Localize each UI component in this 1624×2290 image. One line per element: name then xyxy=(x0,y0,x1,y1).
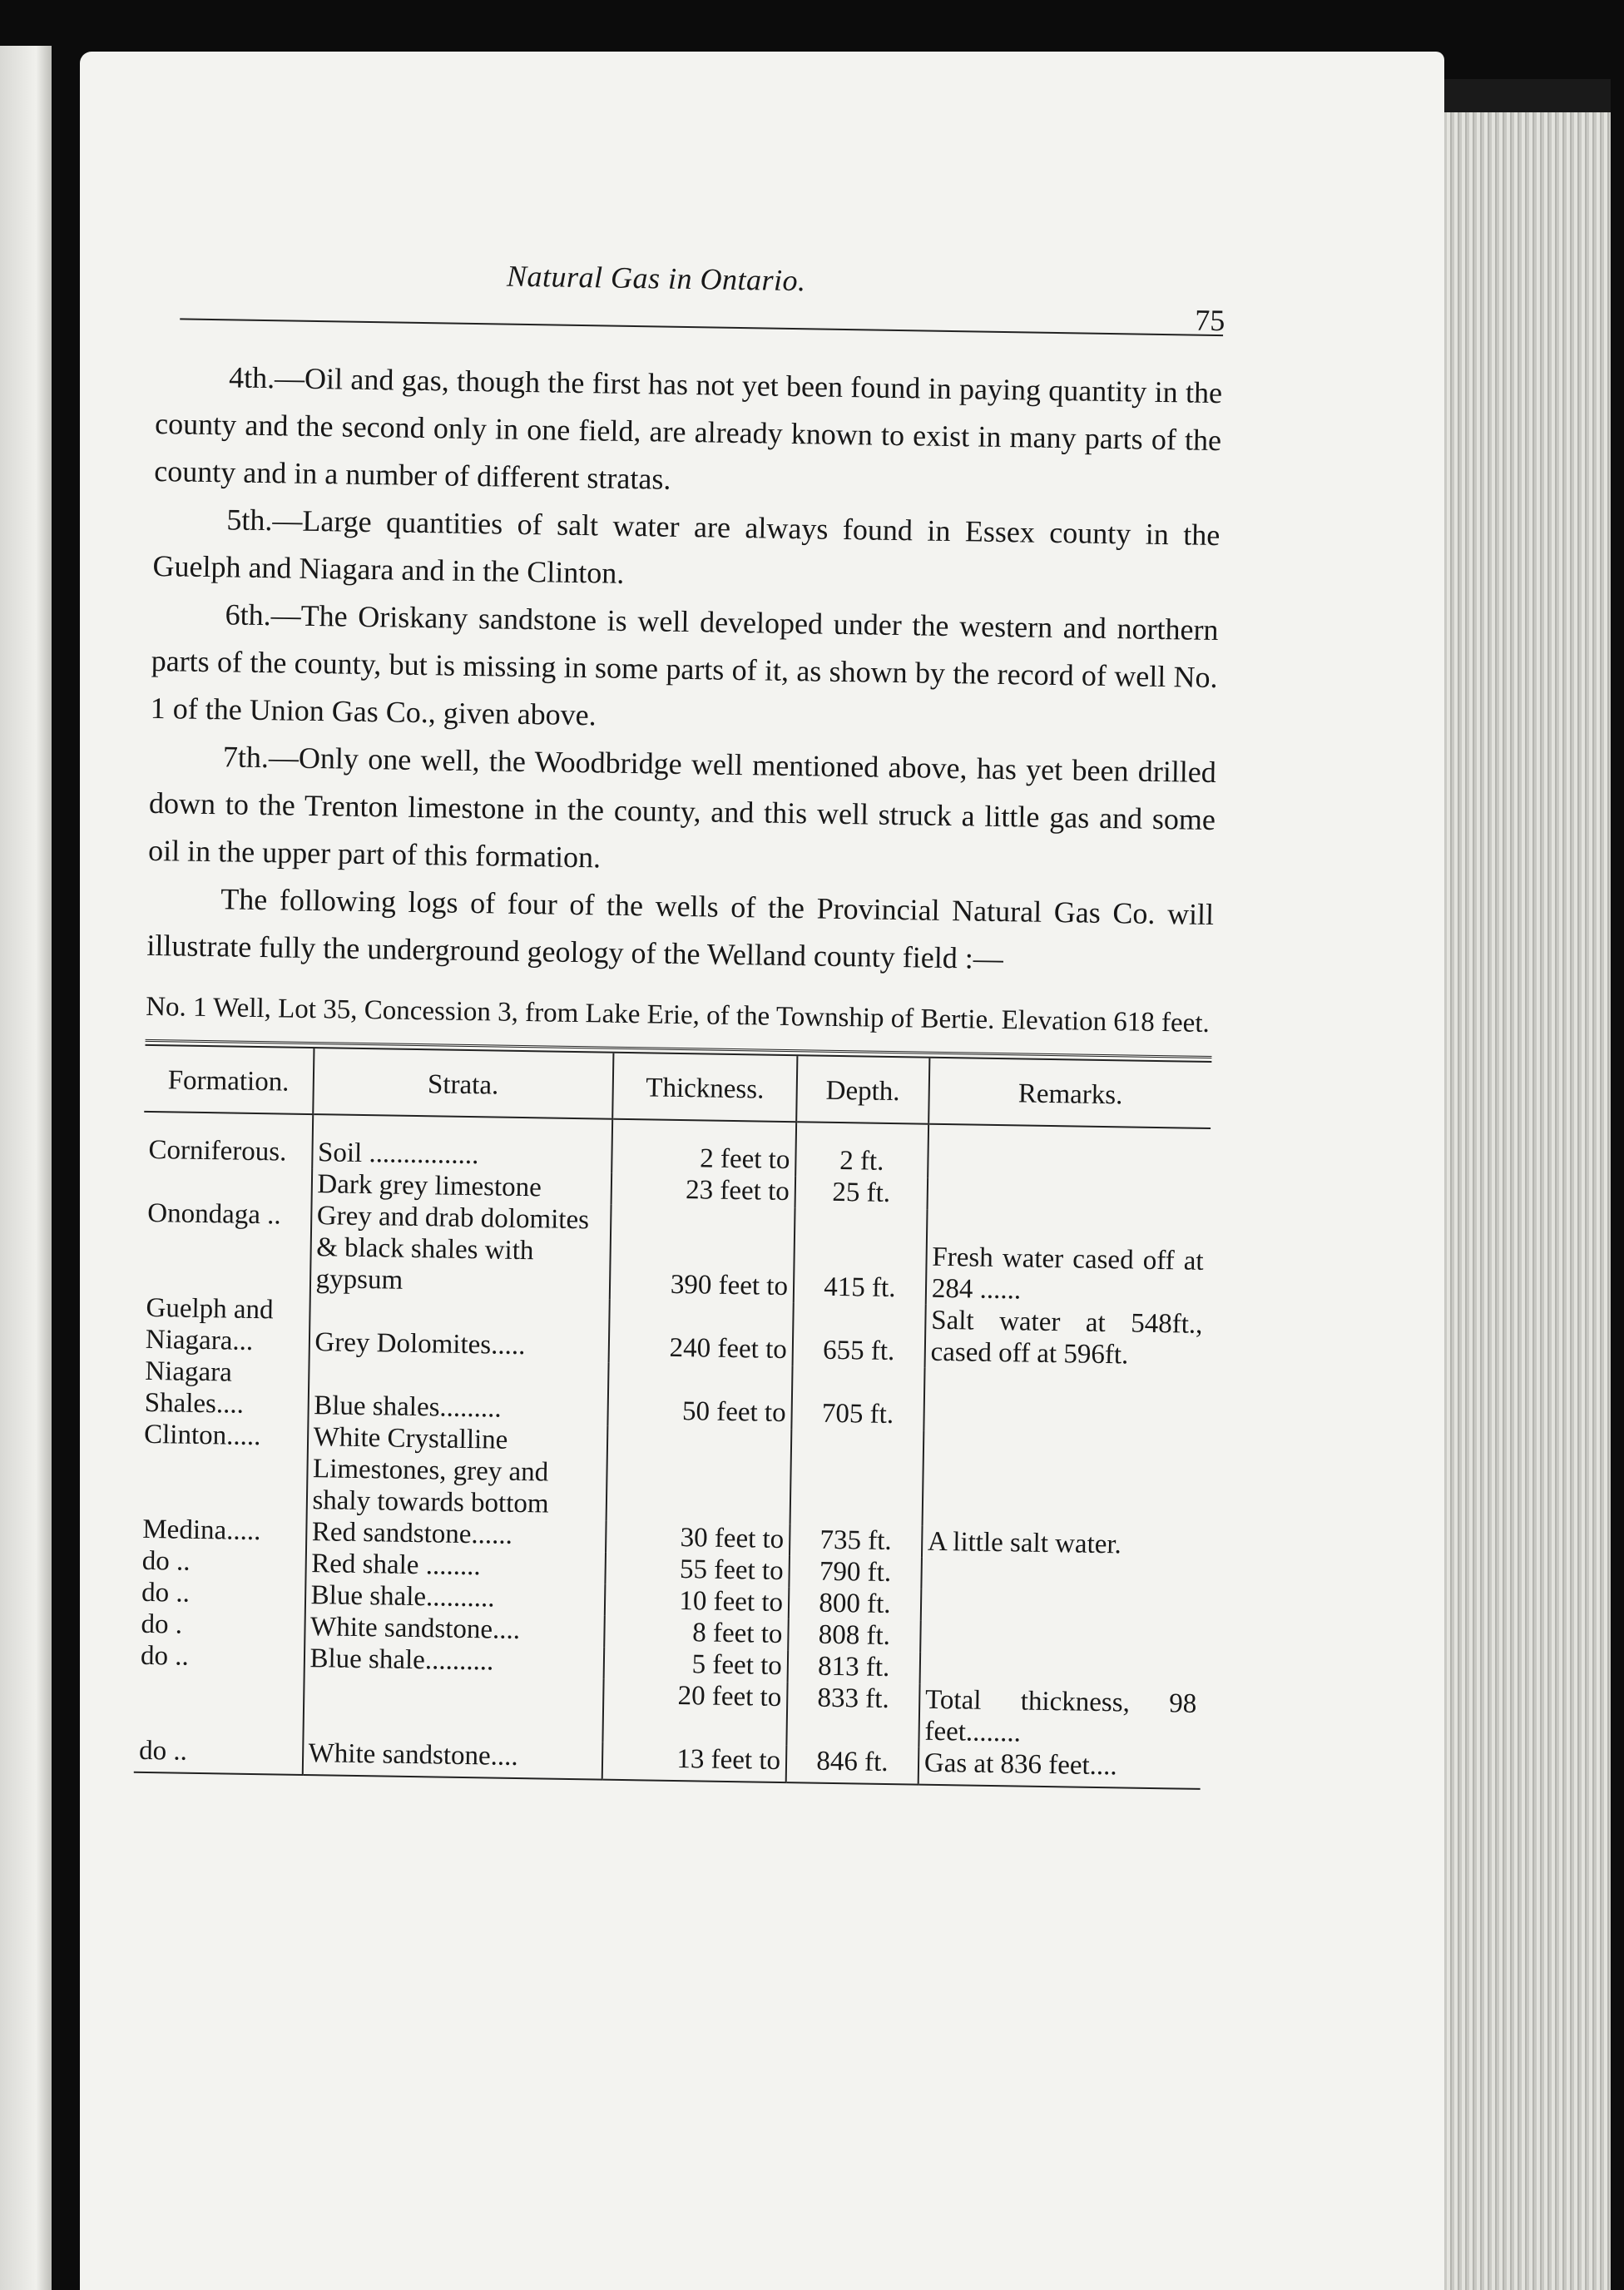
page-header xyxy=(156,225,1225,338)
page-number: 75 xyxy=(1195,303,1225,338)
formation-cell: do .. xyxy=(141,1577,191,1608)
depth-cell: 846 ft. xyxy=(786,1745,919,1784)
strata-cell: Blue shale.......... xyxy=(304,1579,605,1616)
strata-cell: White sandstone.... xyxy=(304,1611,605,1648)
thickness-cell xyxy=(607,1426,791,1524)
thickness-cell: 55 feet to xyxy=(606,1553,790,1587)
facing-page-edge xyxy=(0,46,52,2290)
running-title: Natural Gas in Ontario. xyxy=(506,259,806,298)
formation-cell: Guelph and Niagara... xyxy=(145,1292,274,1356)
strata-cell: Blue shale.......... xyxy=(304,1643,604,1679)
remarks-cell xyxy=(923,1368,1206,1435)
page-content xyxy=(134,225,1225,1790)
thickness-cell: 10 feet to xyxy=(605,1584,789,1618)
formation-cell: Medina..... xyxy=(142,1514,261,1547)
table-row xyxy=(138,1419,1206,1530)
strata-cell: Grey and drab dolomites & black shales with gypsum xyxy=(309,1200,611,1300)
remarks-cell xyxy=(921,1558,1204,1594)
header-depth: Depth. xyxy=(796,1056,929,1123)
strata-cell xyxy=(303,1674,604,1742)
depth-cell: 415 ft. xyxy=(794,1207,928,1304)
remarks-cell xyxy=(922,1431,1206,1530)
remarks-cell: A little salt water. xyxy=(922,1526,1205,1562)
thickness-cell: 30 feet to xyxy=(606,1521,790,1555)
depth-cell: 813 ft. xyxy=(788,1650,920,1683)
formation-cell: Clinton..... xyxy=(143,1419,261,1452)
paragraph-5th: 5th.—Large quantities of salt water are always found in Essex county in the Guelph and Niagara and in the Clinton. xyxy=(152,503,1220,590)
formation-cell: Niagara Shales.... xyxy=(144,1356,245,1420)
strata-cell: Red shale ........ xyxy=(305,1548,606,1584)
remarks-cell xyxy=(928,1124,1211,1182)
remarks-cell xyxy=(927,1178,1210,1214)
header-rule xyxy=(180,318,1223,336)
paragraph-6th: 6th.—The Oriskany sandstone is well developed under the western and northern parts of the county, but is missing in some parts of it, as shown by the record of well No. 1 of the Union Gas Co., given above. xyxy=(150,597,1219,732)
strata-cell: Blue shales......... xyxy=(308,1358,609,1426)
thickness-cell: 13 feet to xyxy=(602,1742,786,1782)
formation-cell: Onondaga .. xyxy=(147,1197,281,1231)
header-strata: Strata. xyxy=(313,1048,614,1119)
strata-cell: White sandstone.... xyxy=(302,1737,602,1780)
thickness-cell: 2 feet to xyxy=(611,1119,796,1176)
thickness-cell: 5 feet to xyxy=(604,1648,788,1682)
formation-cell: do .. xyxy=(134,1735,303,1775)
formation-cell: do . xyxy=(141,1608,183,1640)
remarks-cell xyxy=(920,1621,1203,1657)
header-formation: Formation. xyxy=(144,1046,314,1114)
depth-cell: 800 ft. xyxy=(789,1587,921,1620)
depth-cell: 2 ft. xyxy=(795,1122,928,1177)
remarks-cell xyxy=(921,1589,1204,1625)
table-row xyxy=(141,1197,1210,1309)
depth-cell: 808 ft. xyxy=(788,1618,920,1652)
paragraph-7th: 7th.—Only one well, the Woodbridge well mentioned above, has yet been drilled down to the Trenton limestone in the county, and this well struck a little gas and some oil in the upper part of this formation. xyxy=(147,740,1217,875)
paragraph-intro-logs: The following logs of four of the wells of the Provincial Natural Gas Co. will illustrate fully the underground geology of the Welland county field :— xyxy=(146,882,1215,976)
depth-cell: 25 ft. xyxy=(795,1176,927,1209)
thickness-cell: 50 feet to xyxy=(608,1363,793,1429)
strata-cell: Soil ................ xyxy=(312,1114,613,1173)
paragraph-4th: 4th.—Oil and gas, though the first has not yet been found in paying quantity in the county and the second only in one field, are already known to exist in many parts of the county and in a number of different stratas. xyxy=(154,360,1223,496)
formation-cell: do .. xyxy=(140,1640,190,1672)
formation-cell: Corniferous. xyxy=(148,1134,287,1167)
thickness-cell: 20 feet to xyxy=(603,1679,788,1745)
remarks-cell: Total thickness, 98 feet........ xyxy=(918,1684,1201,1752)
remarks-cell: Gas at 836 feet.... xyxy=(918,1747,1201,1789)
header-remarks: Remarks. xyxy=(928,1058,1211,1128)
book-page-stack xyxy=(1444,96,1611,2290)
thickness-cell: 23 feet to xyxy=(611,1173,795,1207)
remarks-cell xyxy=(919,1653,1202,1688)
thickness-cell: 240 feet to xyxy=(609,1300,794,1366)
formation-cell: do .. xyxy=(141,1545,191,1577)
strata-cell: White Crystalline Limestones, grey and shaly towards bottom xyxy=(306,1421,607,1521)
depth-cell: 790 ft. xyxy=(789,1555,921,1589)
depth-cell xyxy=(790,1429,924,1525)
well-log-table xyxy=(134,1046,1212,1790)
thickness-cell: 390 feet to xyxy=(610,1205,795,1302)
strata-cell: Grey Dolomites..... xyxy=(309,1295,610,1363)
formation-cell xyxy=(134,1672,304,1737)
depth-cell: 735 ft. xyxy=(790,1524,922,1557)
remarks-cell: Salt water at 548ft., cased off at 596ft. xyxy=(924,1305,1207,1372)
strata-cell: Red sandstone...... xyxy=(306,1516,607,1553)
header-thickness: Thickness. xyxy=(612,1053,797,1122)
depth-cell: 833 ft. xyxy=(786,1682,919,1747)
remarks-cell: Fresh water cased off at 284 ...... xyxy=(926,1210,1210,1309)
formation-cell xyxy=(143,1166,312,1200)
depth-cell: 655 ft. xyxy=(792,1302,925,1367)
well-log-caption: No. 1 Well, Lot 35, Concession 3, from Lake Erie, of the Township of Bertie. Elevation 618 feet. xyxy=(145,991,1211,1038)
thickness-cell: 8 feet to xyxy=(604,1616,788,1650)
depth-cell: 705 ft. xyxy=(791,1366,924,1430)
strata-cell: Dark grey limestone xyxy=(311,1168,611,1205)
